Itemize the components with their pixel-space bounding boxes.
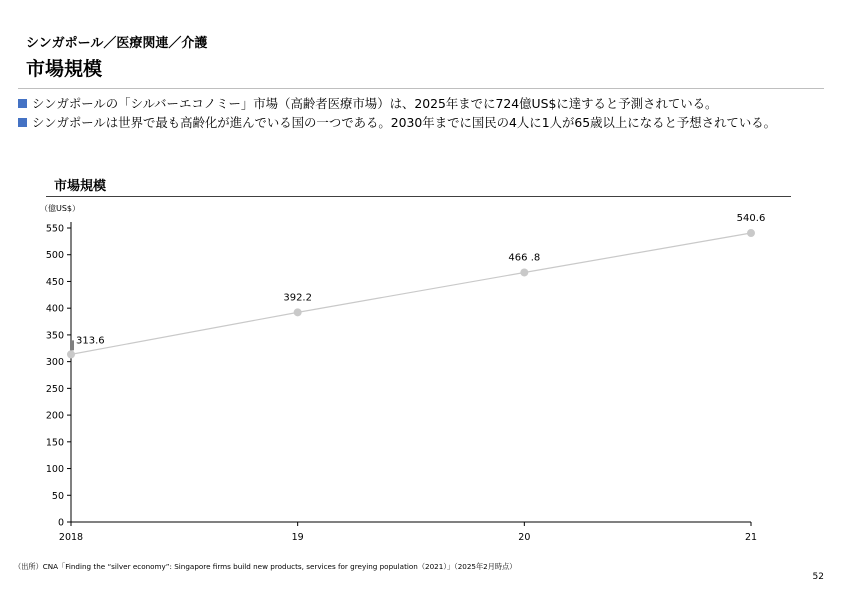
y-tick-label: 0	[57, 517, 64, 529]
breadcrumb: シンガポール／医療関連／介護	[26, 36, 208, 51]
data-point	[67, 350, 75, 358]
page-number: 52	[812, 572, 824, 582]
y-tick-label: 150	[45, 437, 64, 449]
bullet-text: シンガポールは世界で最も高齢化が進んでいる国の一つである。2030年までに国民の4人に1人が65歳以上になると予想されている。	[32, 115, 776, 130]
y-tick-label: 500	[45, 250, 64, 262]
data-point	[294, 308, 302, 316]
data-labels	[73, 213, 765, 350]
source-note: （出所）CNA「Finding the “silver economy”: Singapore firms build new products, services for greying population（2021）」（2025年2月時点）	[14, 562, 517, 571]
y-tick-label: 400	[45, 303, 64, 315]
y-tick-label: 50	[51, 490, 64, 502]
y-tick-label: 250	[45, 383, 64, 395]
page-title: 市場規模	[26, 58, 103, 80]
y-axis-unit-label: （億US$）	[40, 204, 81, 213]
y-axis-ticks	[46, 224, 71, 529]
x-tick-label: 2018	[58, 532, 84, 543]
series-line-segment	[71, 312, 298, 354]
data-label: 466 .8	[508, 252, 541, 264]
x-axis-ticks	[59, 522, 757, 543]
y-tick-label: 100	[45, 464, 64, 476]
data-series	[67, 229, 755, 358]
y-tick-label: 200	[45, 410, 64, 422]
x-tick-label: 21	[744, 532, 758, 543]
data-point	[747, 229, 755, 237]
series-line-segment	[524, 233, 751, 272]
y-tick-label: 350	[45, 330, 64, 342]
chart-title: 市場規模	[54, 179, 107, 194]
y-tick-label: 300	[45, 357, 64, 369]
y-tick-label: 450	[45, 276, 64, 288]
y-tick-label: 550	[45, 223, 64, 235]
x-tick-label: 20	[518, 532, 531, 543]
x-tick-label: 19	[291, 532, 304, 543]
data-label: 313.6	[76, 335, 105, 347]
data-label: 540.6	[736, 213, 766, 225]
data-point	[520, 268, 528, 276]
series-line-segment	[298, 272, 525, 312]
bullet-text: シンガポールの「シルバーエコノミー」市場（高齢者医療市場）は、2025年までに724億US$に達すると予測されている。	[32, 96, 718, 111]
data-label: 392.2	[283, 292, 312, 304]
